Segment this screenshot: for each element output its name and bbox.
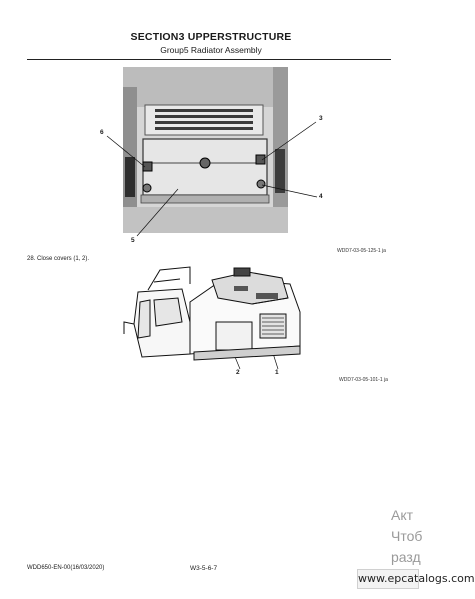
- callout-1: 1: [275, 369, 279, 376]
- activation-line-2: Чтоб: [391, 528, 423, 544]
- callout-2: 2: [236, 369, 240, 376]
- step-instruction: 28. Close covers (1, 2).: [27, 256, 90, 262]
- footer-doc-id: WDD650-EN-00(16/03/2020): [27, 565, 105, 571]
- activation-line-1: Акт: [391, 507, 414, 523]
- figure1-code: WDD7-03-05-125-1 ja: [337, 248, 386, 254]
- group-title: Group5 Radiator Assembly: [160, 45, 262, 55]
- callout-3: 3: [319, 115, 323, 122]
- callout-4: 4: [319, 193, 323, 200]
- watermark-link[interactable]: www.epcatalogs.com: [357, 569, 419, 589]
- page-number: W3-5-6-7: [190, 565, 218, 572]
- callout-5: 5: [131, 237, 135, 244]
- section-title: SECTION3 UPPERSTRUCTURE: [130, 31, 292, 43]
- activation-line-3: разд: [391, 549, 421, 565]
- activation-notice: [391, 505, 422, 568]
- callout-6: 6: [100, 129, 104, 136]
- excavator-drawing: [120, 262, 310, 366]
- figure2-code: WDD7-03-05-101-1 ja: [339, 377, 388, 383]
